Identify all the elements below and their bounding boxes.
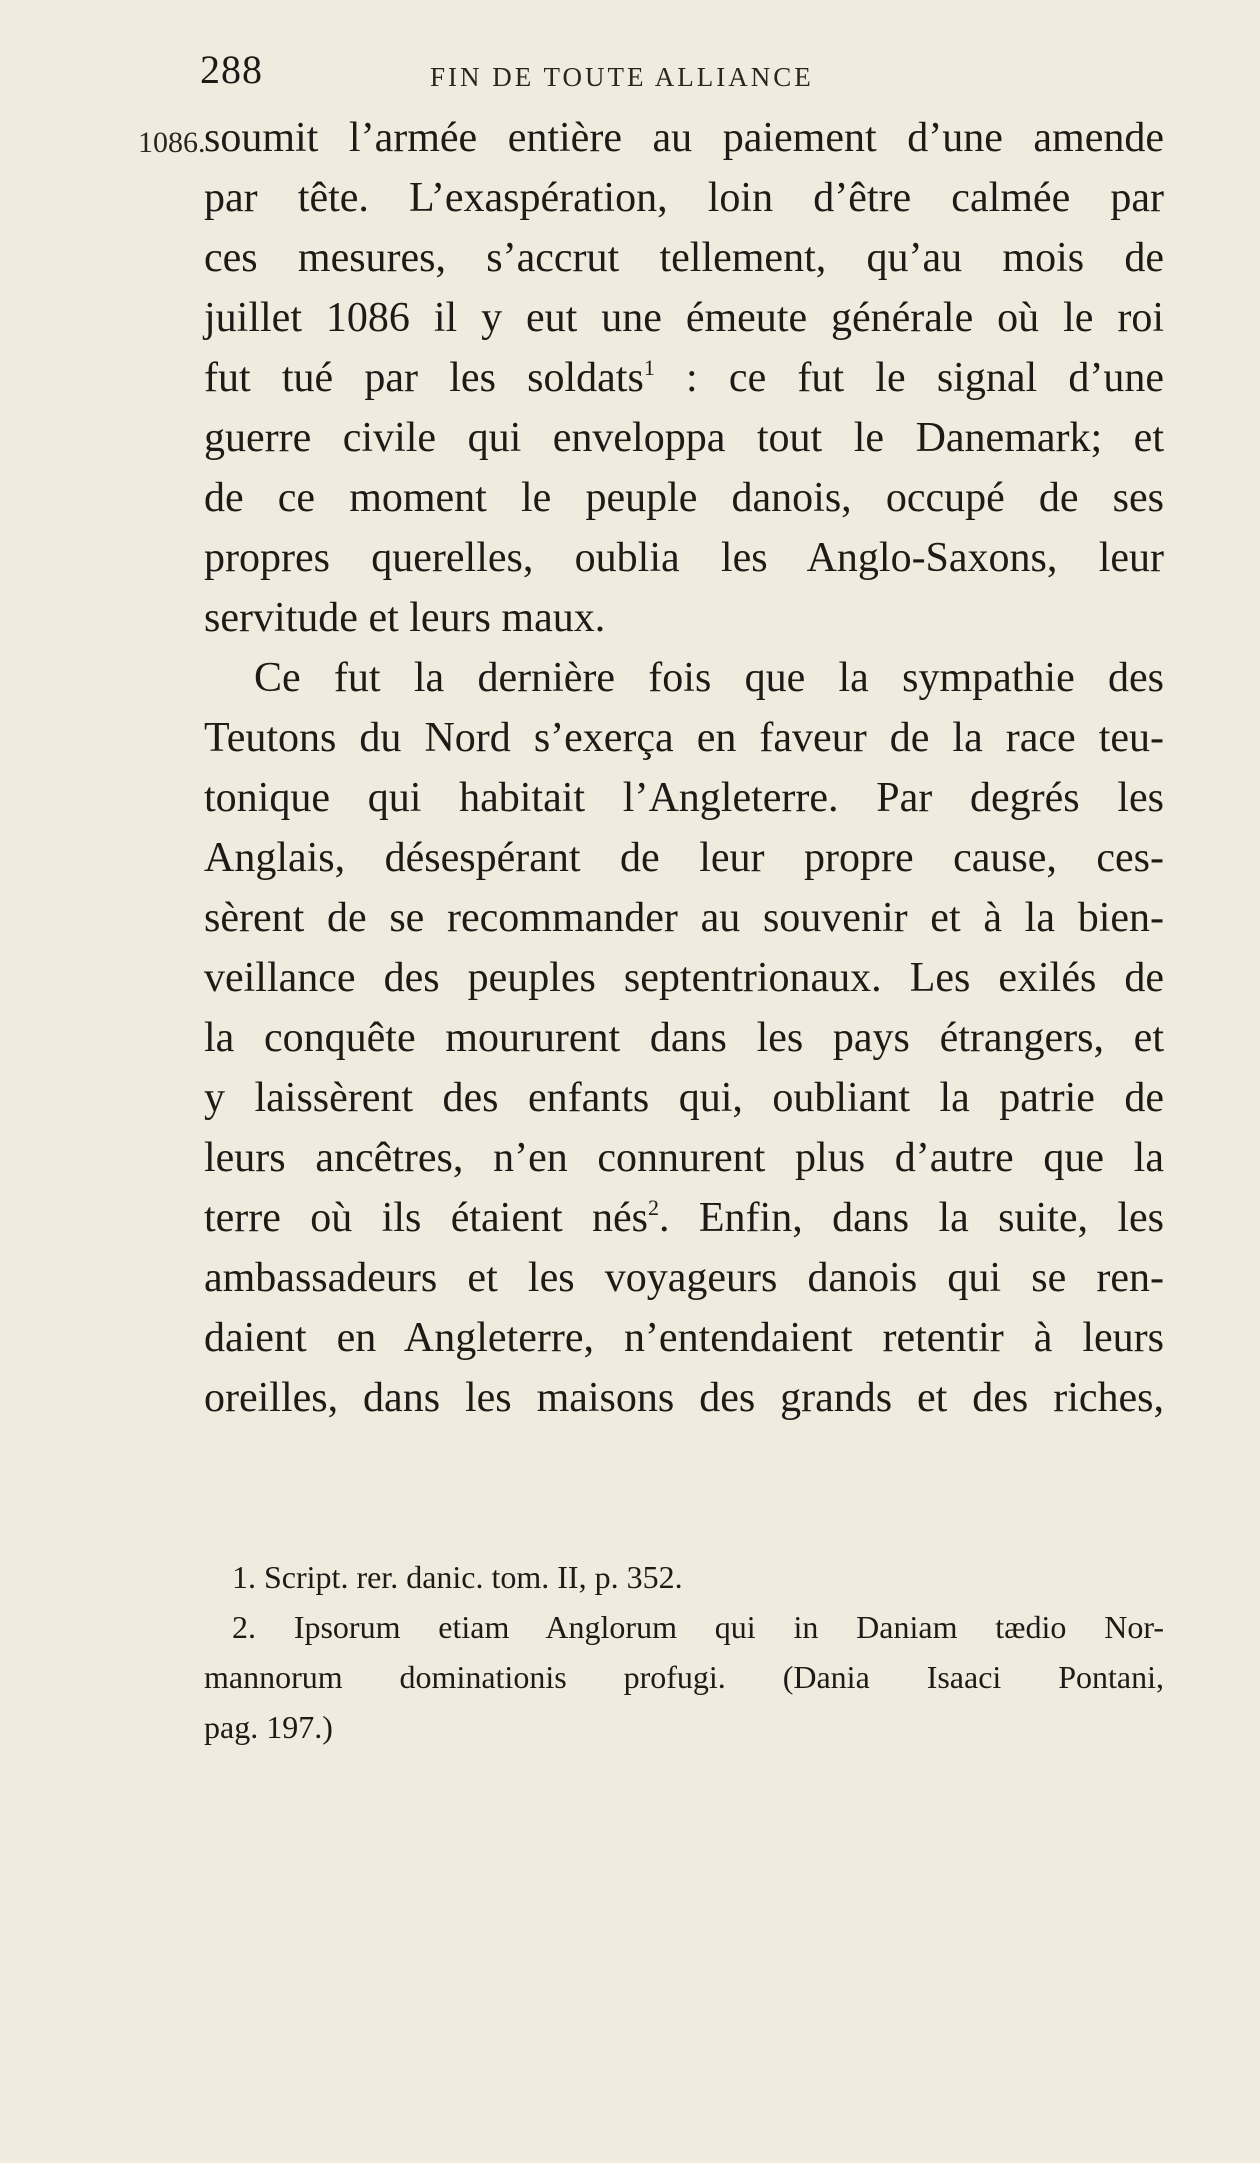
text-line: guerre civile qui enveloppa tout le Danemark; et: [204, 415, 1164, 461]
text-line: [204, 348, 1164, 408]
text-line: ambassadeurs et les voyageurs danois qui se ren-: [204, 1255, 1164, 1301]
text-line: juillet 1086 il y eut une émeute générale où le roi: [204, 295, 1164, 341]
text-line: tonique qui habitait l’Angleterre. Par degrés les: [204, 775, 1164, 821]
text-segment: . Enfin, dans la suite, les: [659, 1195, 1164, 1241]
text-line: leurs ancêtres, n’en connurent plus d’autre que la: [204, 1135, 1164, 1181]
text-line: soumit l’armée entière au paiement d’une amende: [204, 115, 1164, 161]
text-segment: fut tué par les soldats: [204, 355, 644, 401]
running-title: FIN DE TOUTE ALLIANCE: [430, 62, 814, 92]
text-line: par tête. L’exaspération, loin d’être calmée par: [204, 175, 1164, 221]
text-line: Teutons du Nord s’exerça en faveur de la race teu-: [204, 715, 1164, 761]
footnote-1: 1. Script. rer. danic. tom. II, p. 352.: [232, 1559, 683, 1595]
footnote-2-line: pag. 197.): [204, 1709, 333, 1745]
body-text: [204, 108, 1164, 1428]
text-line: ces mesures, s’accrut tellement, qu’au mois de: [204, 235, 1164, 281]
text-line: Ce fut la dernière fois que la sympathie des: [254, 655, 1164, 701]
margin-year: 1086.: [138, 126, 206, 159]
text-line: sèrent de se recommander au souvenir et à la bien-: [204, 895, 1164, 941]
text-line: oreilles, dans les maisons des grands et des riches,: [204, 1375, 1164, 1421]
footnotes: [204, 1552, 1164, 1752]
footnote-2-line: 2. Ipsorum etiam Anglorum qui in Daniam tædio Nor-: [232, 1609, 1164, 1645]
text-line: propres querelles, oublia les Anglo-Saxons, leur: [204, 535, 1164, 581]
text-line: Anglais, désespérant de leur propre cause, ces-: [204, 835, 1164, 881]
footnote-2-line: mannorum dominationis profugi. (Dania Isaaci Pontani,: [204, 1659, 1164, 1695]
text-line: y laissèrent des enfants qui, oubliant la patrie de: [204, 1075, 1164, 1121]
text-line: de ce moment le peuple danois, occupé de ses: [204, 475, 1164, 521]
text-line: [204, 1188, 1164, 1248]
footnote-mark: 2: [648, 1195, 660, 1220]
text-line: daient en Angleterre, n’entendaient retentir à leurs: [204, 1315, 1164, 1361]
text-line: servitude et leurs maux.: [204, 595, 606, 641]
page-number: 288: [200, 47, 263, 92]
text-line: veillance des peuples septentrionaux. Les exilés de: [204, 955, 1164, 1001]
footnote-mark: 1: [643, 355, 655, 380]
text-segment: : ce fut le signal d’une: [654, 355, 1165, 401]
text-segment: terre où ils étaient nés: [204, 1195, 649, 1241]
text-line: la conquête moururent dans les pays étrangers, et: [204, 1015, 1164, 1061]
running-head: [200, 46, 1080, 106]
